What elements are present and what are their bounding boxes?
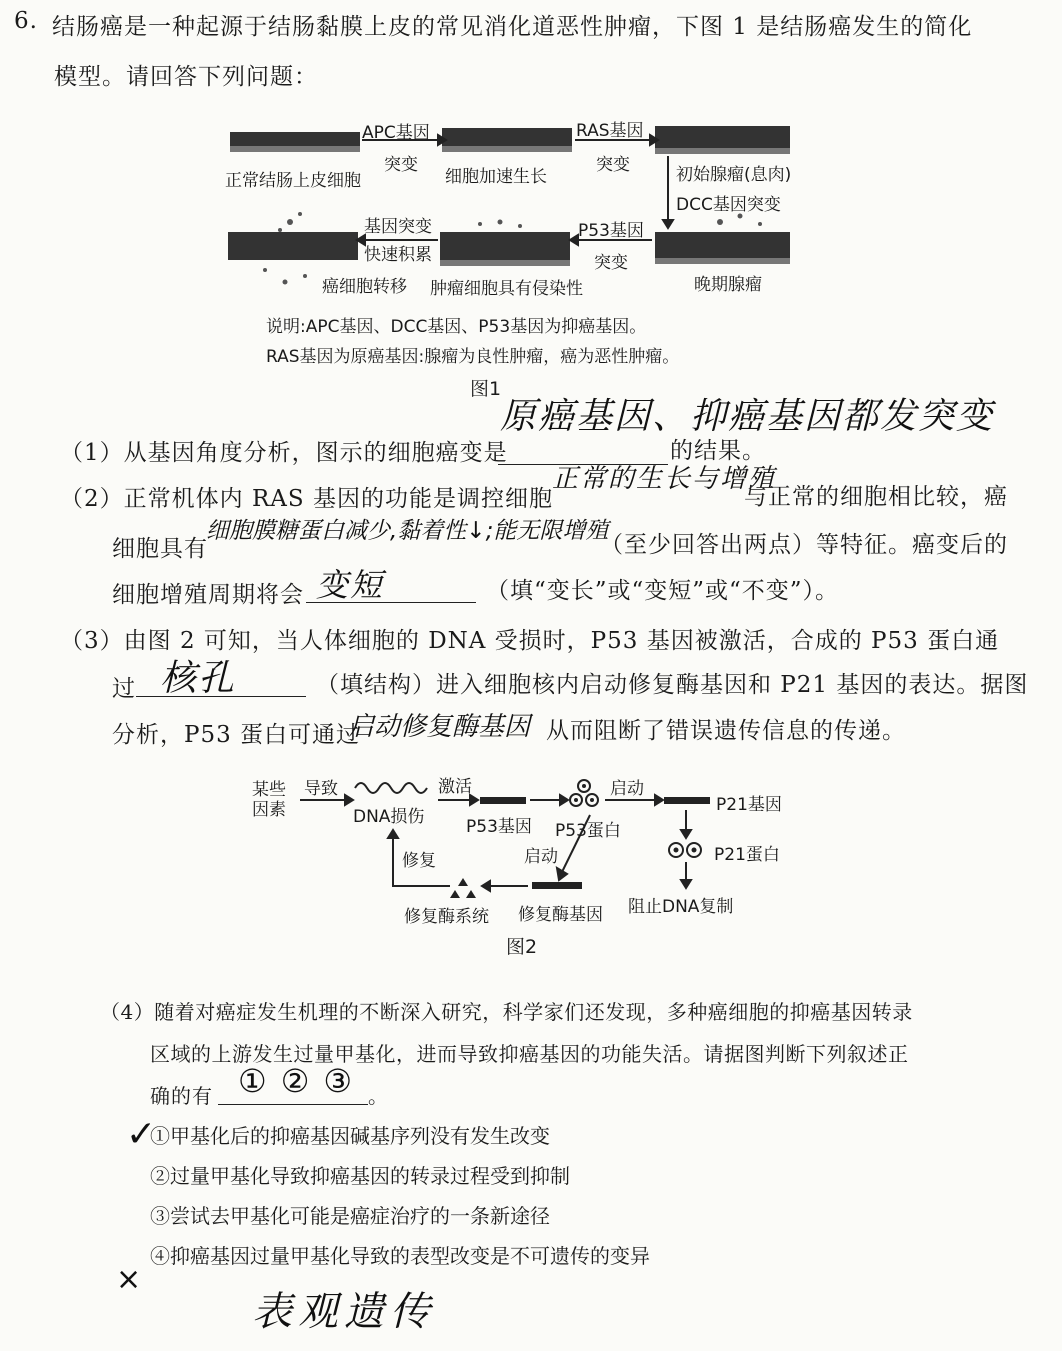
fig2-caption: 图2 bbox=[506, 936, 538, 958]
fig2-repair-system: 修复酶系统 bbox=[404, 907, 489, 927]
part2-line1-suffix: 与正常的细胞相比较，癌 bbox=[744, 484, 1008, 510]
part2-line2-suffix: （至少回答出两点）等特征。癌变后的 bbox=[600, 532, 1008, 558]
question-intro-line2: 模型。请回答下列问题： bbox=[54, 64, 318, 90]
fig1-late-adenoma: 晚期腺瘤 bbox=[694, 275, 762, 295]
part2-answer3: 变短 bbox=[316, 566, 385, 604]
fig1-fast-growth: 细胞加速生长 bbox=[445, 167, 547, 187]
fig1-note-line1: 说明:APC基因、DCC基因、P53基因为抑癌基因。 bbox=[266, 317, 647, 337]
part4-option-2: ②过量甲基化导致抑癌基因的转录过程受到抑制 bbox=[150, 1164, 570, 1188]
part2-line2-prefix: 细胞具有 bbox=[112, 536, 208, 562]
dna-squiggle bbox=[355, 783, 427, 793]
fig1-metastasis: 癌细胞转移 bbox=[322, 277, 407, 297]
part4-answer: ①②③ bbox=[238, 1062, 367, 1100]
repair-gene-bar bbox=[532, 882, 582, 889]
part4-line3-prefix: 确的有 bbox=[150, 1084, 213, 1108]
part4-option-4: ④抑癌基因过量甲基化导致的表型改变是不可遗传的变异 bbox=[150, 1244, 650, 1268]
fig1-note-line2: RAS基因为原癌基因:腺瘤为良性肿瘤，癌为恶性肿瘤。 bbox=[266, 347, 680, 367]
part4-line2: 区域的上游发生过量甲基化，进而导致抑癌基因的功能失活。请据图判断下列叙述正 bbox=[150, 1042, 909, 1066]
part4-option-3: ③尝试去甲基化可能是癌症治疗的一条新途径 bbox=[150, 1204, 550, 1228]
part4-option-1: ①甲基化后的抑癌基因碱基序列没有发生改变 bbox=[150, 1124, 550, 1148]
fig1-p53-gene: P53基因 bbox=[578, 221, 644, 241]
fig1-early-adenoma: 初始腺瘤(息肉) bbox=[676, 165, 792, 185]
part3-line1: （3）由图 2 可知，当人体细胞的 DNA 受损时，P53 基因被激活，合成的 P53 蛋白通 bbox=[60, 628, 1000, 654]
p21-gene-bar bbox=[664, 797, 710, 804]
part3-line3-prefix: 分析，P53 蛋白可通过 bbox=[112, 722, 361, 748]
part3-answer1: 核孔 bbox=[160, 658, 237, 699]
fig1-accumulate: 快速积累 bbox=[364, 245, 432, 265]
fig2-repair-gene: 修复酶基因 bbox=[518, 905, 603, 925]
part1-suffix: 的结果。 bbox=[670, 438, 766, 464]
part1-answer: 原癌基因、抑癌基因都发突变 bbox=[500, 396, 995, 437]
fig1-invasive: 肿瘤细胞具有侵染性 bbox=[430, 279, 583, 299]
fig1-caption: 图1 bbox=[470, 378, 502, 400]
check-mark: ✓ bbox=[126, 1114, 159, 1155]
fig2-repair: 修复 bbox=[402, 851, 436, 871]
fig2-start2: 启动 bbox=[524, 847, 558, 867]
fig1-normal-cell: 正常结肠上皮细胞 bbox=[225, 171, 361, 191]
fig2-p21-gene: P21基因 bbox=[716, 795, 782, 815]
fig2-start1: 启动 bbox=[610, 779, 644, 799]
fig2-block: 阻止DNA复制 bbox=[628, 897, 734, 917]
fig1-mutation1: 突变 bbox=[384, 155, 418, 175]
cross-mark: × bbox=[116, 1262, 144, 1297]
part2-answer1: 正常的生长与增殖 bbox=[552, 464, 777, 494]
fig1-mutation3: 突变 bbox=[594, 253, 628, 273]
fig2-activate: 激活 bbox=[438, 777, 472, 797]
part2-line3-suffix: （填“变长”或“变短”或“不变”）。 bbox=[486, 578, 840, 604]
fig2-factors: 某些因素 bbox=[252, 780, 286, 820]
part2-answer2: 细胞膜糖蛋白减少,黏着性↓;能无限增殖 bbox=[206, 518, 609, 544]
question-number: 6. bbox=[14, 8, 38, 34]
question-intro-line1: 结肠癌是一种起源于结肠黏膜上皮的常见消化道恶性肿瘤，下图 1 是结肠癌发生的简化 bbox=[52, 14, 973, 40]
fig1-mutation2: 突变 bbox=[596, 155, 630, 175]
fig1-apc-gene: APC基因 bbox=[362, 123, 430, 143]
part3-line2-prefix: 过 bbox=[112, 676, 136, 702]
part4-line3-suffix: 。 bbox=[368, 1084, 389, 1108]
part3-line3-suffix: 从而阻断了错误遗传信息的传递。 bbox=[546, 718, 906, 744]
p53-gene-bar bbox=[480, 797, 526, 804]
part3-answer2: 启动修复酶基因 bbox=[348, 712, 531, 742]
fig1-dcc-mutation: DCC基因突变 bbox=[676, 195, 781, 215]
fig2-p21-protein: P21蛋白 bbox=[714, 845, 780, 865]
part4-line1: （4）随着对癌症发生机理的不断深入研究，科学家们还发现，多种癌细胞的抑癌基因转录 bbox=[100, 1000, 913, 1024]
margin-note: 表观遗传 bbox=[252, 1289, 436, 1335]
fig2-cause: 导致 bbox=[304, 779, 338, 799]
fig2-dna-damage: DNA损伤 bbox=[353, 807, 425, 827]
fig1-ras-gene: RAS基因 bbox=[576, 121, 644, 141]
part2-line3-prefix: 细胞增殖周期将会 bbox=[112, 582, 304, 608]
part3-line2-suffix: （填结构）进入细胞核内启动修复酶基因和 P21 基因的表达。据图 bbox=[316, 672, 1029, 698]
part2-line1-prefix: （2）正常机体内 RAS 基因的功能是调控细胞 bbox=[60, 486, 553, 512]
fig1-gene-mutation: 基因突变 bbox=[364, 217, 432, 237]
fig2-p53-protein: P53蛋白 bbox=[555, 821, 621, 841]
part1-label: （1）从基因角度分析，图示的细胞癌变是 bbox=[60, 440, 508, 466]
fig2-p53-gene: P53基因 bbox=[466, 817, 532, 837]
